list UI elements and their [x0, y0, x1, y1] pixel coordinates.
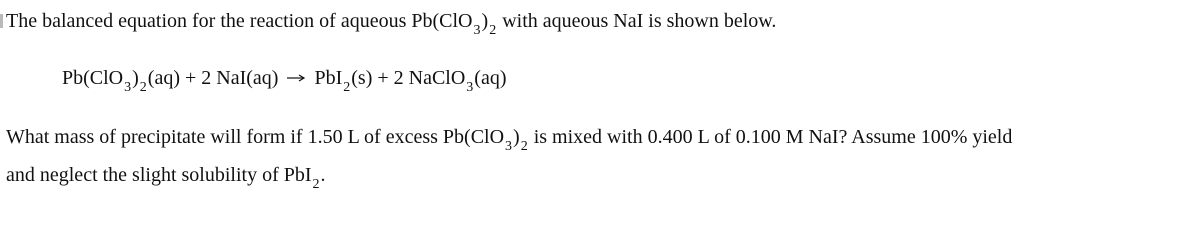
intro-subscript-2: 2	[489, 23, 497, 38]
product-state-and-product-2: (s) + 2 NaClO	[351, 67, 466, 89]
question-subscript-3: 3	[505, 139, 513, 154]
question-text-1: What mass of precipitate will form if 1.50 L of excess Pb(ClO	[6, 126, 505, 148]
question-line2-text-2: .	[320, 164, 326, 186]
intro-text-1: The balanced equation for the reaction of aqueous Pb(ClO	[6, 10, 473, 32]
reactant-1-subscript-3: 3	[124, 80, 132, 95]
reactant-1-text-b: )	[132, 67, 139, 89]
reactant-1-text-a: Pb(ClO	[62, 67, 124, 89]
question-text-3: is mixed with 0.400 L of 0.100 M NaI? Assume 100% yield	[528, 126, 1013, 148]
question-line-2	[6, 163, 326, 192]
intro-sentence	[6, 9, 777, 38]
product-1-subscript: 2	[343, 80, 351, 95]
left-edge-marker	[0, 14, 3, 28]
question-line2-subscript: 2	[312, 177, 320, 192]
intro-text-2: )	[481, 10, 489, 32]
question-line2-text-1: and neglect the slight solubility of PbI	[6, 164, 312, 186]
reactant-state-and-reactant-2: (aq) + 2 NaI(aq)	[147, 67, 279, 89]
reactant-1-subscript-2: 2	[139, 80, 147, 95]
intro-subscript-3: 3	[473, 23, 481, 38]
reaction-arrow-icon	[278, 65, 314, 89]
question-line-1	[6, 125, 1013, 154]
question-subscript-2: 2	[520, 139, 528, 154]
intro-text-3: with aqueous NaI is shown below.	[497, 10, 777, 32]
product-2-subscript: 3	[466, 80, 474, 95]
question-text-2: )	[513, 126, 520, 148]
product-1-text-a: PbI	[314, 67, 343, 89]
product-2-state: (aq)	[474, 67, 507, 89]
balanced-equation	[62, 66, 507, 95]
